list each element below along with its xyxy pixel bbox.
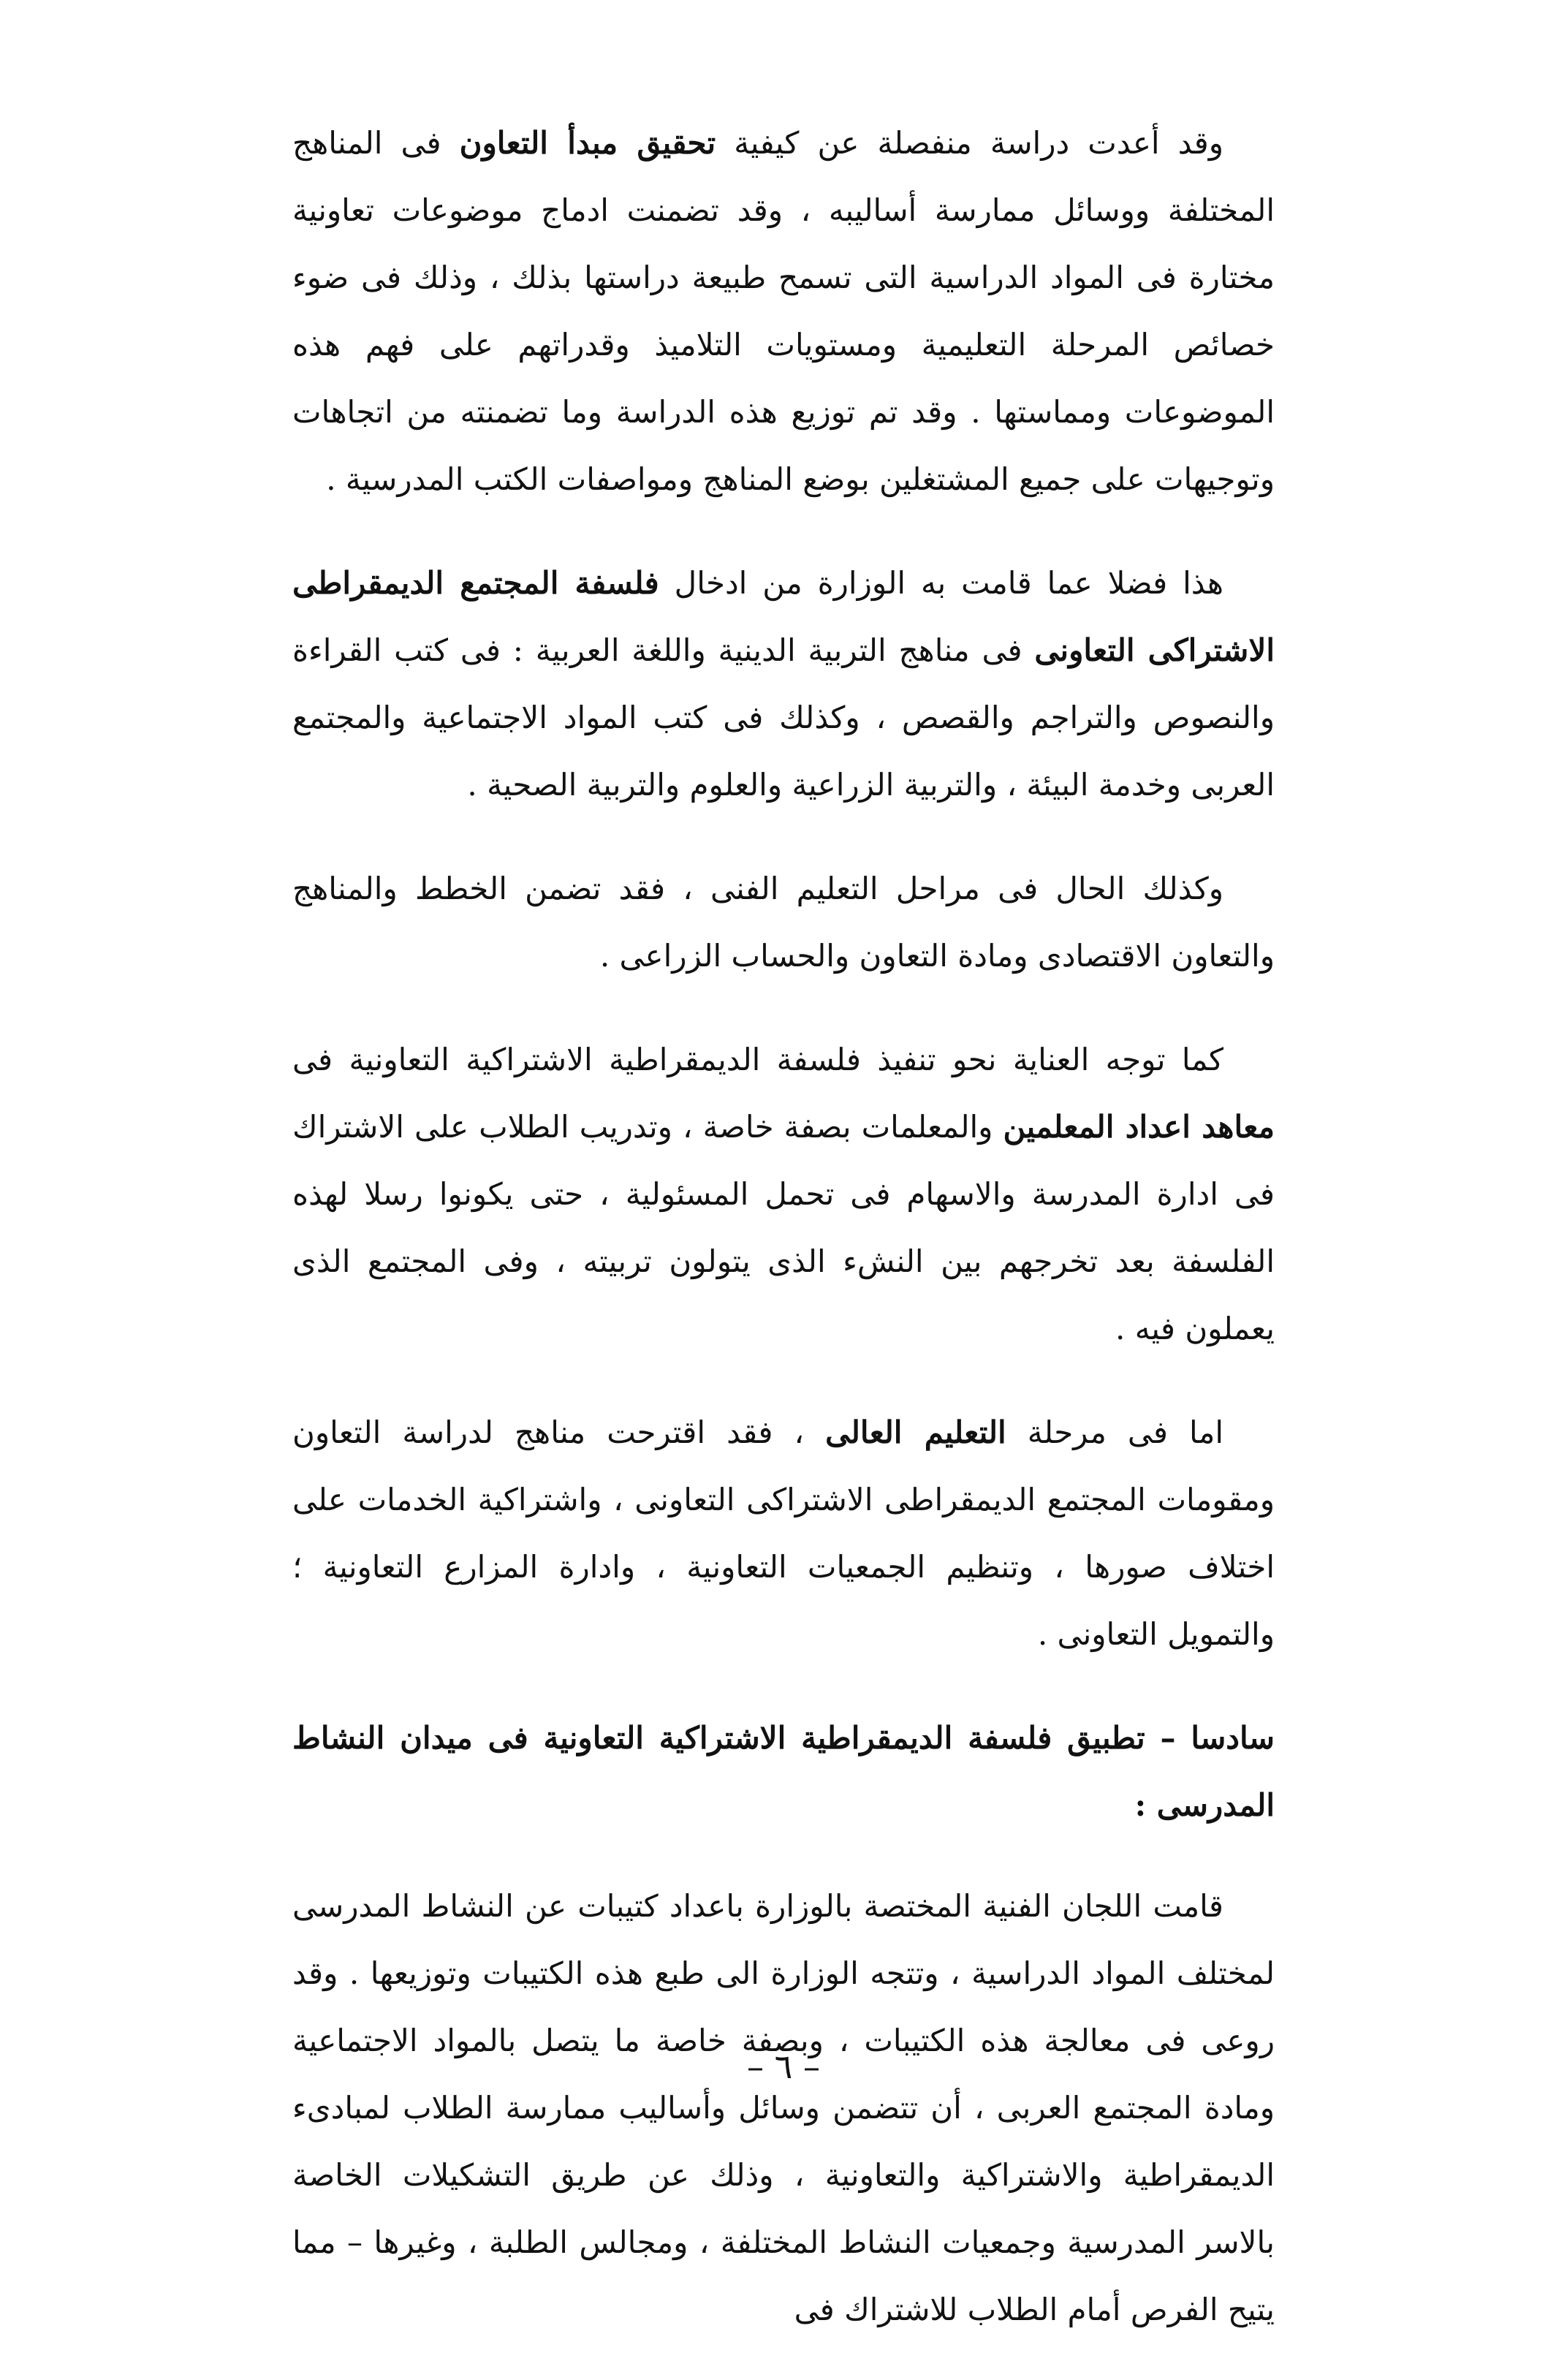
text-segment: فى مناهج التربية الدينية واللغة العربية : فى كتب القراءة والنصوص والتراجم والقصص ، وكذلك فى كتب المواد الاجتماعية والمجتمع العربى وخدمة البيئة ، والتربية الزراعية والعلوم والتربية الصحية . xyxy=(292,632,1275,803)
bold-phrase: فلسفة المجتمع الديمقراطى الاشتراكى التعاونى xyxy=(292,565,1275,668)
page-body xyxy=(292,110,1275,2380)
paragraph-curricula-philosophy xyxy=(292,550,1275,819)
text-segment: وقد أعدت دراسة منفصلة عن كيفية xyxy=(716,125,1223,161)
text-segment: اما فى مرحلة xyxy=(1006,1414,1223,1450)
text-segment: وكذلك الحال فى مراحل التعليم الفنى ، فقد تضمن الخطط والمناهج والتعاون الاقتصادى ومادة التعاون والحساب الزراعى . xyxy=(292,871,1275,974)
bold-phrase: تحقيق مبدأ التعاون xyxy=(459,125,716,161)
paragraph-teacher-institutes xyxy=(292,1026,1275,1363)
paragraph-higher-education xyxy=(292,1399,1275,1668)
text-segment: والمعلمات بصفة خاصة ، وتدريب الطلاب على الاشتراك فى ادارة المدرسة والاسهام فى تحمل المسئولية ، حتى يكونوا رسلا لهذه الفلسفة بعد تخرجهم بين النشء الذى يتولون تربيته ، وفى المجتمع الذى يعملون فيه . xyxy=(292,1109,1275,1346)
text-segment: فى المناهج المختلفة ووسائل ممارسة أساليبه ، وقد تضمنت ادماج موضوعات تعاونية مختارة فى المواد الدراسية التى تسمح طبيعة دراستها بذلك ، وذلك فى ضوء خصائص المرحلة التعليمية ومستويات التلاميذ وقدراتهم على فهم هذه الموضوعات ومماستها . وقد تم توزيع هذه الدراسة وما تضمنته من اتجاهات وتوجيهات على جميع المشتغلين بوضع المناهج ومواصفات الكتب المدرسية . xyxy=(292,125,1275,497)
bold-phrase: التعليم العالى xyxy=(825,1414,1006,1450)
bold-phrase: معاهد اعداد المعلمين xyxy=(1003,1109,1275,1145)
paragraph-cooperation-study xyxy=(292,110,1275,513)
text-segment: هذا فضلا عما قامت به الوزارة من ادخال xyxy=(659,565,1223,601)
paragraph-technical-education xyxy=(292,855,1275,990)
page-number: – ٦ – xyxy=(747,2047,820,2086)
text-segment: كما توجه العناية نحو تنفيذ فلسفة الديمقراطية الاشتراكية التعاونية فى xyxy=(292,1042,1223,1077)
section-heading: سادسا – تطبيق فلسفة الديمقراطية الاشتراكية التعاونية فى ميدان النشاط المدرسى : xyxy=(292,1720,1275,1823)
paragraph-school-activities: قامت اللجان الفنية المختصة بالوزارة باعداد كتيبات عن النشاط المدرسى لمختلف المواد الدراسية ، وتتجه الوزارة الى طبع هذه الكتيبات وتوزيعها . وقد روعى فى معالجة هذه الكتيبات ، وبصفة خاصة ما يتصل بالمواد الاجتماعية ومادة المجتمع العربى ، أن تتضمن وسائل وأساليب ممارسة الطلاب لمبادىء الديمقراطية والاشتراكية والتعاونية ، وذلك عن طريق التشكيلات الخاصة بالاسر المدرسية وجمعيات النشاط المختلفة ، ومجالس الطلبة ، وغيرها – مما يتيح الفرص أمام الطلاب للاشتراك فى xyxy=(292,1888,1275,2327)
text-segment: ، فقد اقترحت مناهج لدراسة التعاون ومقومات المجتمع الديمقراطى الاشتراكى التعاونى ، واشتراكية الخدمات على اختلاف صورها ، وتنظيم الجمعيات التعاونية ، وادارة المزارع التعاونية ؛ والتمويل التعاونى . xyxy=(292,1414,1275,1652)
